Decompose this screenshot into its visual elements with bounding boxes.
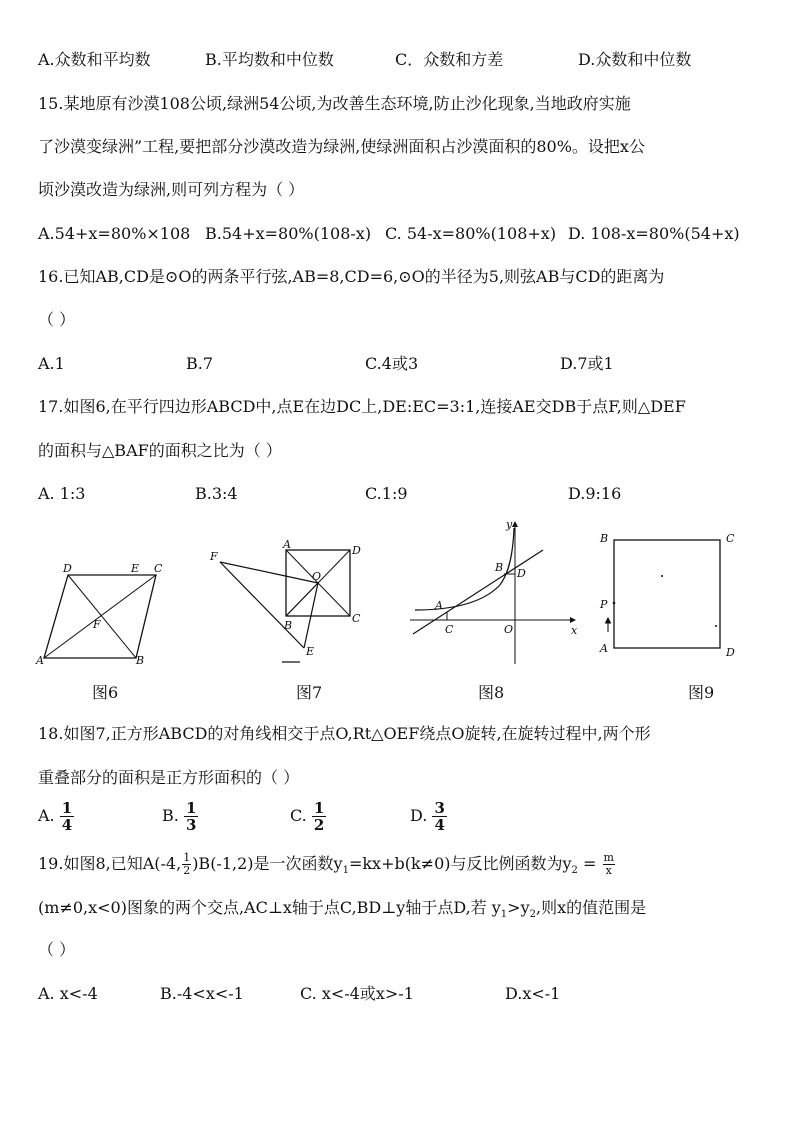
q16-option-d: D.7或1 bbox=[560, 354, 614, 373]
fig7-label-f: F bbox=[210, 550, 218, 563]
q18-text-line2: 重叠部分的面积是正方形面积的（ ） bbox=[38, 768, 300, 787]
q14-option-a: A.众数和平均数 bbox=[38, 50, 151, 69]
fig6-label-d: D bbox=[63, 562, 72, 575]
fig8-label-a: A bbox=[435, 599, 443, 612]
q17-option-b: B.3:4 bbox=[195, 484, 238, 503]
fig8-label-c: C bbox=[445, 623, 454, 636]
fig8-label-y: y bbox=[506, 518, 513, 531]
q17-option-d: D.9:16 bbox=[568, 484, 622, 503]
q16-option-a: A.1 bbox=[38, 354, 65, 373]
q15-text-line2: 了沙漠变绿洲”工程,要把部分沙漠改造为绿洲,使绿洲面积占沙漠面积的80%。设把x公 bbox=[38, 137, 645, 156]
q18-option-c: C. $\frac{1}{2}$ bbox=[290, 799, 325, 834]
segment-fo bbox=[220, 562, 318, 583]
fig8-label-o: O bbox=[504, 623, 514, 636]
fig7-label-b: B bbox=[284, 619, 293, 632]
fig7-label-c: C bbox=[352, 612, 361, 625]
fig9-label-a: A bbox=[600, 642, 608, 655]
fig7-label-a: A bbox=[283, 538, 291, 551]
q17-option-a: A. 1:3 bbox=[38, 484, 86, 503]
q19-text-line3: （ ） bbox=[38, 940, 76, 959]
fig8-label-d: D bbox=[517, 567, 526, 580]
q19-text-line2: (m≠0,x<0)图象的两个交点,AC⊥x轴于点C,BD⊥y轴于点D,若 $y_1>y_2$,则x的值范围是 bbox=[38, 898, 647, 921]
q18-option-b: B. $\frac{1}{3}$ bbox=[162, 799, 197, 834]
linear-function-line bbox=[413, 550, 543, 634]
center-dot bbox=[661, 575, 663, 577]
q17-text-line1: 17.如图6,在平行四边形ABCD中,点E在边DC上,DE:EC=3:1,连接AE交DB于点F,则△DEF bbox=[38, 397, 686, 416]
square-bcda bbox=[614, 540, 720, 648]
q16-option-c: C.4或3 bbox=[365, 354, 419, 373]
q18-option-b-fraction: $\frac{1}{3}$ bbox=[185, 799, 197, 834]
fig6-label-b: B bbox=[136, 654, 145, 667]
q19-option-a: A. x<-4 bbox=[38, 984, 98, 1003]
q15-text-line1: 15.某地原有沙漠108公顷,绿洲54公顷,为改善生态环境,防止沙化现象,当地政府实施 bbox=[38, 94, 631, 113]
q16-text-line2: （ ） bbox=[38, 310, 76, 329]
q16-option-b: B.7 bbox=[186, 354, 214, 373]
figure-7-caption: 图7 bbox=[296, 683, 323, 702]
point-p-dot bbox=[613, 602, 616, 605]
figure-6-caption: 图6 bbox=[92, 683, 119, 702]
figure-8-caption: 图8 bbox=[478, 683, 505, 702]
segment-ob bbox=[286, 583, 318, 616]
diagonal-db bbox=[68, 575, 136, 658]
q18-option-d: D. $\frac{3}{4}$ bbox=[410, 799, 445, 834]
q18-option-d-fraction: $\frac{3}{4}$ bbox=[434, 799, 445, 834]
q15-option-b: B.54+x=80%(108-x) bbox=[205, 224, 372, 243]
figure-9-caption: 图9 bbox=[688, 683, 715, 702]
q19-option-d: D.x<-1 bbox=[505, 984, 561, 1003]
fig9-label-c: C bbox=[726, 532, 735, 545]
point-a-fraction: $\frac{1}{2}$ bbox=[183, 851, 191, 877]
fig6-label-a: A bbox=[36, 654, 44, 667]
q17-text-line2: 的面积与△BAF的面积之比为（ ） bbox=[38, 441, 282, 460]
q14-option-d: D.众数和中位数 bbox=[578, 50, 692, 69]
q15-text-line3: 顷沙漠改造为绿洲,则可列方程为（ ） bbox=[38, 180, 305, 199]
fig9-label-d: D bbox=[726, 646, 735, 659]
q16-text-line1: 16.已知AB,CD是⊙O的两条平行弦,AB=8,CD=6,⊙O的半径为5,则弦AB与CD的距离为 bbox=[38, 267, 665, 286]
fig8-label-b: B bbox=[495, 561, 504, 574]
side-dot bbox=[715, 625, 717, 627]
segment-fe bbox=[220, 562, 304, 648]
q14-option-c: C．众数和方差 bbox=[395, 50, 504, 69]
q19-option-c: C. x<-4或x>-1 bbox=[300, 984, 414, 1003]
fig8-label-x: x bbox=[571, 624, 578, 637]
fig7-label-o: O bbox=[312, 570, 322, 583]
fig7-label-e: E bbox=[306, 645, 315, 658]
q15-option-a: A.54+x=80%×108 bbox=[38, 224, 191, 243]
q18-option-a: A. $\frac{1}{4}$ bbox=[38, 799, 73, 834]
fig7-label-d: D bbox=[352, 544, 361, 557]
q18-option-a-fraction: $\frac{1}{4}$ bbox=[61, 799, 73, 834]
ratio-m-over-x: $\frac{m}{x}$ bbox=[603, 851, 614, 877]
figure-7-square-triangle bbox=[200, 538, 375, 668]
fig6-label-e: E bbox=[131, 562, 140, 575]
fig6-label-f: F bbox=[93, 618, 101, 631]
q18-option-c-fraction: $\frac{1}{2}$ bbox=[313, 799, 325, 834]
q17-option-c: C.1:9 bbox=[365, 484, 408, 503]
q14-option-b: B.平均数和中位数 bbox=[205, 50, 334, 69]
fig9-label-p: P bbox=[600, 598, 608, 611]
figure-6-parallelogram bbox=[30, 560, 180, 670]
fig9-label-b: B bbox=[600, 532, 609, 545]
figure-9-square bbox=[592, 528, 752, 663]
q15-option-d: D. 108-x=80%(54+x) bbox=[568, 224, 740, 243]
q19-option-b: B.-4<x<-1 bbox=[160, 984, 244, 1003]
q18-text-line1: 18.如图7,正方形ABCD的对角线相交于点O,Rt△OEF绕点O旋转,在旋转过程中,两个形 bbox=[38, 724, 651, 743]
q15-option-c: C. 54-x=80%(108+x) bbox=[385, 224, 557, 243]
figure-8-function-graph bbox=[405, 514, 590, 669]
fig6-label-c: C bbox=[154, 562, 163, 575]
q19-text-line1: 19.如图8,已知A(-4, $\frac{1}{2}$ )B(-1,2)是一次函数$y_1=kx+b(k\ne 0)$与反比例函数为$y_2$ = $\frac{m}{x}$ bbox=[38, 851, 614, 877]
